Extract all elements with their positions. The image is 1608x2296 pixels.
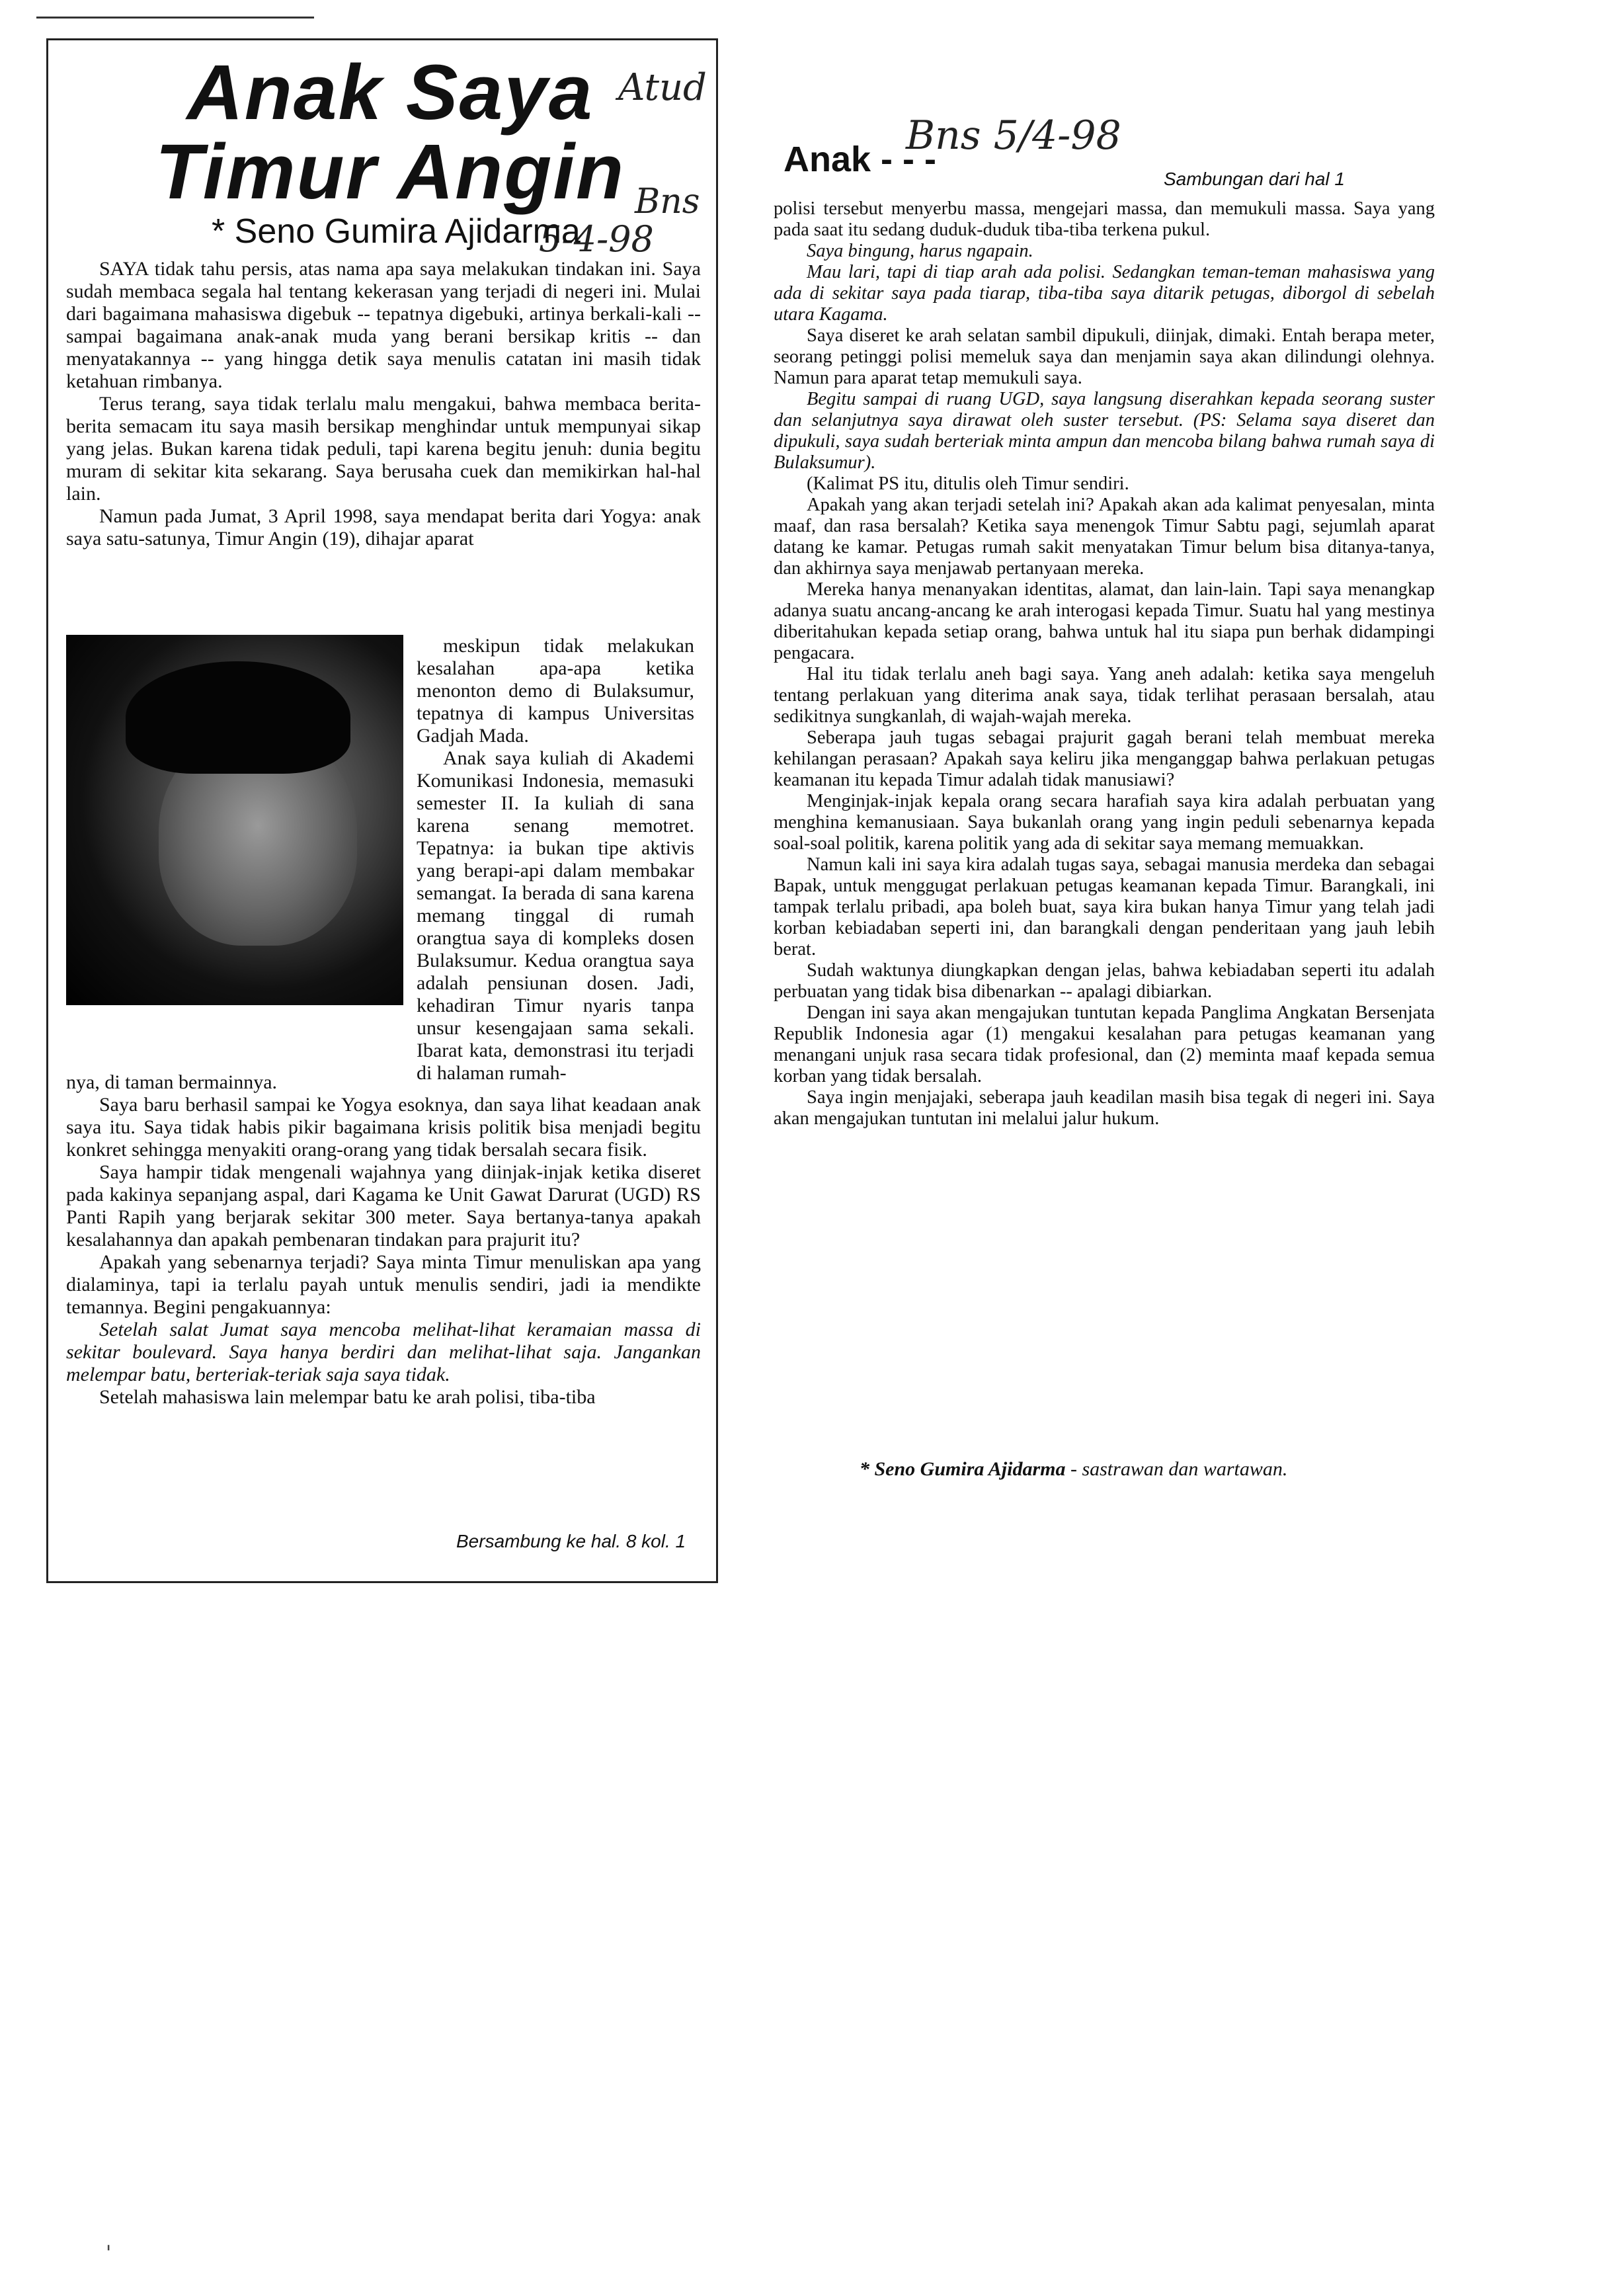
paragraph: nya, di taman bermainnya. [66, 1071, 278, 1093]
paragraph: Hal itu tidak terlalu aneh bagi saya. Yang aneh adalah: ketika saya mengeluh tentang perlakuan yang diterima anak saya, tidak terlihat perasaan bersalah, atau sedikitnya sungkanlah, di wajah-wajah mereka. [774, 664, 1435, 727]
paragraph: Namun pada Jumat, 3 April 1998, saya mendapat berita dari Yogya: anak saya satu-satunya, Timur Angin (19), dihajar aparat [66, 505, 701, 550]
left-column-top [66, 258, 701, 550]
handwritten-source: Bns [635, 182, 700, 222]
scan-speck: ' [106, 2242, 112, 2265]
paragraph: Saya ingin menjajaki, seberapa jauh keadilan masih bisa tegak di negeri ini. Saya akan mengajukan tuntutan ini melalui jalur hukum. [774, 1087, 1435, 1129]
signature-role: - sastrawan dan wartawan. [1065, 1458, 1288, 1480]
paragraph: Terus terang, saya tidak terlalu malu mengakui, bahwa membaca berita-berita semacam itu saya masih bersikap menghindar untuk mempunyai sikap yang jelas. Bukan karena tidak peduli, tapi karena begitu jenuh: dunia begitu muram di sekitar kita sekarang. Saya berusaha cuek dan memikirkan hal-hal lain. [66, 393, 701, 505]
paragraph: SAYA tidak tahu persis, atas nama apa saya melakukan tindakan ini. Saya sudah membaca segala hal tentang kekerasan yang terjadi di negeri ini. Mulai dari bagaimana mahasiswa digebuk -- tepatnya digebuki, artinya berkali-kali -- sampai bagaimana anak-anak muda yang berani bersikap kritis -- dan menyatakannya -- yang hingga detik saya menulis catatan ini masih tidak ketahuan rimbanya. [66, 258, 701, 392]
paragraph: Menginjak-injak kepala orang secara harafiah saya kira adalah perbuatan yang menghina kemanusiaan. Saya bukanlah orang yang ingin peduli sebenarnya kepada soal-soal politik, karena politik yang ada di sekitar saya memang memuakkan. [774, 791, 1435, 854]
left-column-bottom [66, 1071, 701, 1409]
right-header-title: Anak - - - [784, 140, 937, 179]
paragraph: Apakah yang sebenarnya terjadi? Saya minta Timur menuliskan apa yang dialaminya, tapi ia terlalu payah untuk menulis sendiri, jadi ia mendikte temannya. Begini pengakuannya: [66, 1251, 701, 1318]
paragraph: Saya diseret ke arah selatan sambil dipukuli, diinjak, dimaki. Entah berapa meter, seorang petinggi polisi memeluk saya dan menjamin saya akan dilindungi olehnya. Namun para aparat tetap memukuli saya. [774, 325, 1435, 388]
byline: * Seno Gumira Ajidarma [212, 212, 581, 251]
continued-from-note: Sambungan dari hal 1 [1164, 169, 1345, 189]
paragraph: Mau lari, tapi di tiap arah ada polisi. Sedangkan teman-teman mahasiswa yang ada di sekitar saya pada tiarap, tiba-tiba saya ditarik petugas, diborgol di sebelah utara Kagama. [774, 262, 1435, 325]
paragraph: meskipun tidak melakukan kesalahan apa-apa ketika menonton demo di Bulaksumur, tepatnya di kampus Universitas Gadjah Mada. [417, 635, 694, 747]
paragraph: Saya baru berhasil sampai ke Yogya esoknya, dan saya lihat keadaan anak saya itu. Saya tidak habis pikir bagaimana krisis politik bisa menjadi begitu konkret sehingga menyakiti orang-orang yang tidak bersalah secara fisik. [66, 1094, 701, 1161]
paragraph: Saya hampir tidak mengenali wajahnya yang diinjak-injak ketika diseret pada kakinya sepanjang aspal, dari Kagama ke Unit Gawat Darurat (UGD) RS Panti Rapih yang berjarak sekitar 300 meter. Saya bertanya-tanya apakah kesalahannya dan apakah pembenaran tindakan para prajurit itu? [66, 1161, 701, 1250]
right-column [774, 198, 1435, 1129]
paragraph: Saya bingung, harus ngapain. [807, 241, 1033, 261]
paragraph: Seberapa jauh tugas sebagai prajurit gagah berani telah membuat mereka kehilangan perasaan? Apakah saya keliru jika menganggap bahwa perlakuan petugas keamanan itu kepada Timur adalah tidak manusiawi? [774, 727, 1435, 790]
photo-hair [126, 661, 350, 774]
continuation-note: Bersambung ke hal. 8 kol. 1 [456, 1531, 686, 1551]
handwritten-note: Bns 5/4-98 [906, 112, 1121, 159]
paragraph: Apakah yang akan terjadi setelah ini? Apakah akan ada kalimat penyesalan, minta maaf, dan rasa bersalah? Ketika saya menengok Timur Sabtu pagi, sejumlah aparat datang ke kamar. Petugas rumah sakit menyatakan Timur belum bisa ditanya-tanya, dan akhirnya saya menjawab pertanyaan mereka. [774, 495, 1435, 579]
paragraph: Setelah salat Jumat saya mencoba melihat-lihat keramaian massa di sekitar boulevard. Saya hanya berdiri dan melihat-lihat saja. Jangankan melempar batu, berteriak-teriak saja saya tidak. [66, 1319, 701, 1385]
paragraph: Setelah mahasiswa lain melempar batu ke arah polisi, tiba-tiba [99, 1386, 596, 1408]
paragraph: Mereka hanya menanyakan identitas, alamat, dan lain-lain. Tapi saya menangkap adanya suatu ancang-ancang ke arah interogasi kepada Timur. Suatu hal yang mestinya diberitahukan kepada setiap orang, bahwa untuk hal itu siapa pun berhak didampingi pengacara. [774, 579, 1435, 663]
paragraph: (Kalimat PS itu, ditulis oleh Timur sendiri. [807, 473, 1129, 494]
paragraph: Sudah waktunya diungkapkan dengan jelas, bahwa kebiadaban seperti itu adalah perbuatan yang tidak bisa dibenarkan -- apalagi dibiarkan. [774, 960, 1435, 1002]
headline: Anak Saya Timur Angin [155, 49, 625, 216]
top-rule [36, 17, 314, 19]
paragraph: Begitu sampai di ruang UGD, saya langsung diserahkan kepada seorang suster dan selanjutnya saya dirawat oleh suster tersebut. (PS: Selama saya diseret dan dipukuli, saya sudah berteriak minta ampun dan mencoba bilang bahwa rumah saya di Bulaksumur). [774, 389, 1435, 473]
signature-name: * Seno Gumira Ajidarma [860, 1458, 1066, 1480]
handwritten-annotation: Atud [618, 66, 707, 109]
handwritten-date: 5-4-98 [539, 218, 654, 260]
paragraph: Namun kali ini saya kira adalah tugas saya, sebagai manusia merdeka dan sebagai Bapak, untuk menggugat perlakuan petugas keamanan kepada Timur. Barangkali, ini tampak terlalu pribadi, apa boleh buat, saya kira bukan hanya Timur yang telah jadi korban kebiadaban seperti ini, dan barangkali dengan penderitaan yang jauh lebih berat. [774, 854, 1435, 960]
paragraph: Anak saya kuliah di Akademi Komunikasi Indonesia, memasuki semester II. Ia kuliah di sana karena senang memotret. Tepatnya: ia bukan tipe aktivis yang berapi-api dalam membakar semangat. Ia berada di sana karena memang tinggal di rumah orangtua saya di kompleks dosen Bulaksumur. Kedua orangtua saya adalah pensiunan dosen. Jadi, kehadiran Timur nyaris tanpa unsur kesengajaan sama sekali. Ibarat kata, demonstrasi itu terjadi di halaman rumah- [417, 747, 694, 1084]
signature [860, 1458, 1287, 1481]
photo-timur-angin [66, 635, 403, 1005]
paragraph: Dengan ini saya akan mengajukan tuntutan kepada Panglima Angkatan Bersenjata Republik Indonesia agar (1) mengakui kesalahan para petugas keamanan yang menangani unjuk rasa secara tidak profesional, dan (2) meminta maaf kepada semua korban yang tidak bersalah. [774, 1003, 1435, 1086]
left-wrap-column [417, 635, 694, 1085]
paragraph: polisi tersebut menyerbu massa, mengejari massa, dan memukuli massa. Saya yang pada saat itu sedang duduk-duduk tiba-tiba terkena pukul. [774, 198, 1435, 240]
